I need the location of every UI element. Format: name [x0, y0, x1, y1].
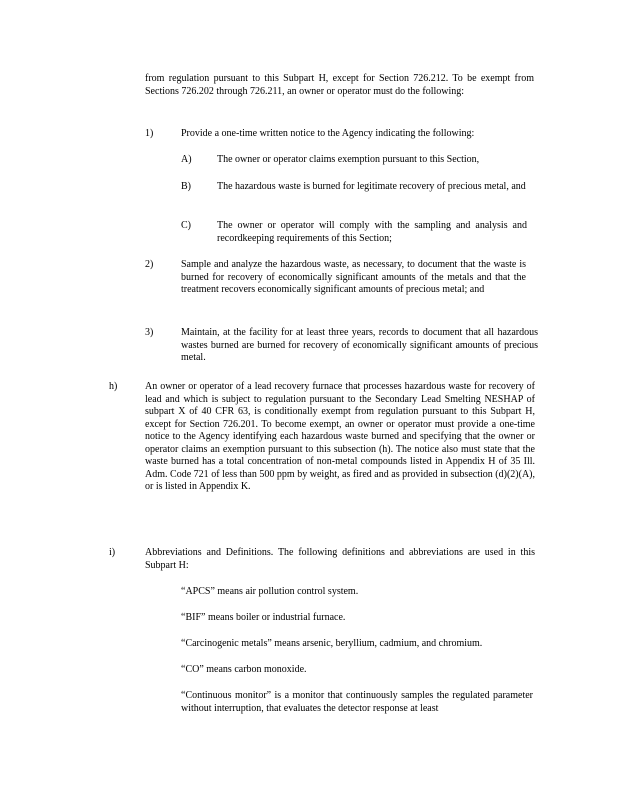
item-text-1b: The hazardous waste is burned for legitimate recovery of precious metal, and — [217, 181, 526, 192]
item-label-1: 1) — [145, 128, 154, 139]
item-text-3: Maintain, at the facility for at least three years, records to document that all hazardous wastes burned are burned for recovery of economically significant amounts of precious metal. — [181, 327, 538, 363]
item-text-1c: The owner or operator will comply with the sampling and analysis and recordkeeping requirements of this Section; — [217, 220, 527, 244]
item-label-h: h) — [109, 381, 118, 392]
definition-apcs: “APCS” means air pollution control system. — [181, 586, 359, 597]
definition-co: “CO” means carbon monoxide. — [181, 664, 307, 675]
definition-carcinogenic-metals: “Carcinogenic metals” means arsenic, beryllium, cadmium, and chromium. — [181, 638, 483, 649]
item-label-i: i) — [109, 547, 116, 558]
item-text-2: Sample and analyze the hazardous waste, as necessary, to document that the waste is burned for recovery of economically significant amounts of the metals and that the treatment recovers economically significant amounts of precious metal; and — [181, 259, 526, 295]
definition-continuous-monitor: “Continuous monitor” is a monitor that continuously samples the regulated parameter without interruption, that evaluates the detector response at least — [181, 690, 533, 714]
item-label-2: 2) — [145, 259, 154, 270]
item-label-1b: B) — [181, 181, 191, 192]
item-text-h: An owner or operator of a lead recovery furnace that processes hazardous waste for recovery of lead and which is subject to regulation pursuant to the Secondary Lead Smelting NESHAP of subpart X of 40 CFR 63, is conditionally exempt from regulation pursuant to this Subpart H, except for Section 726.201. To become exempt, an owner or operator must provide a one-time notice to the Agency identifying each hazardous waste burned and specifying that the owner or operator claims an exemption pursuant to this subsection (h). The notice also must state that the waste burned has a total concentration of non-metal compounds listed in Appendix H of 35 Ill. Adm. Code 721 of less than 500 ppm by weight, as fired and as provided in subsection (d)(2)(A), or is listed in Appendix K. — [145, 381, 535, 492]
item-text-i: Abbreviations and Definitions. The following definitions and abbreviations are used in this Subpart H: — [145, 547, 535, 571]
item-text-1a: The owner or operator claims exemption pursuant to this Section, — [217, 154, 480, 165]
item-label-3: 3) — [145, 327, 154, 338]
item-label-1a: A) — [181, 154, 192, 165]
intro-paragraph: from regulation pursuant to this Subpart H, except for Section 726.212. To be exempt from Sections 726.202 through 726.211, an owner or operator must do the following: — [145, 73, 534, 97]
definition-bif: “BIF” means boiler or industrial furnace. — [181, 612, 346, 623]
item-text-1: Provide a one-time written notice to the Agency indicating the following: — [181, 128, 475, 139]
item-label-1c: C) — [181, 220, 191, 231]
